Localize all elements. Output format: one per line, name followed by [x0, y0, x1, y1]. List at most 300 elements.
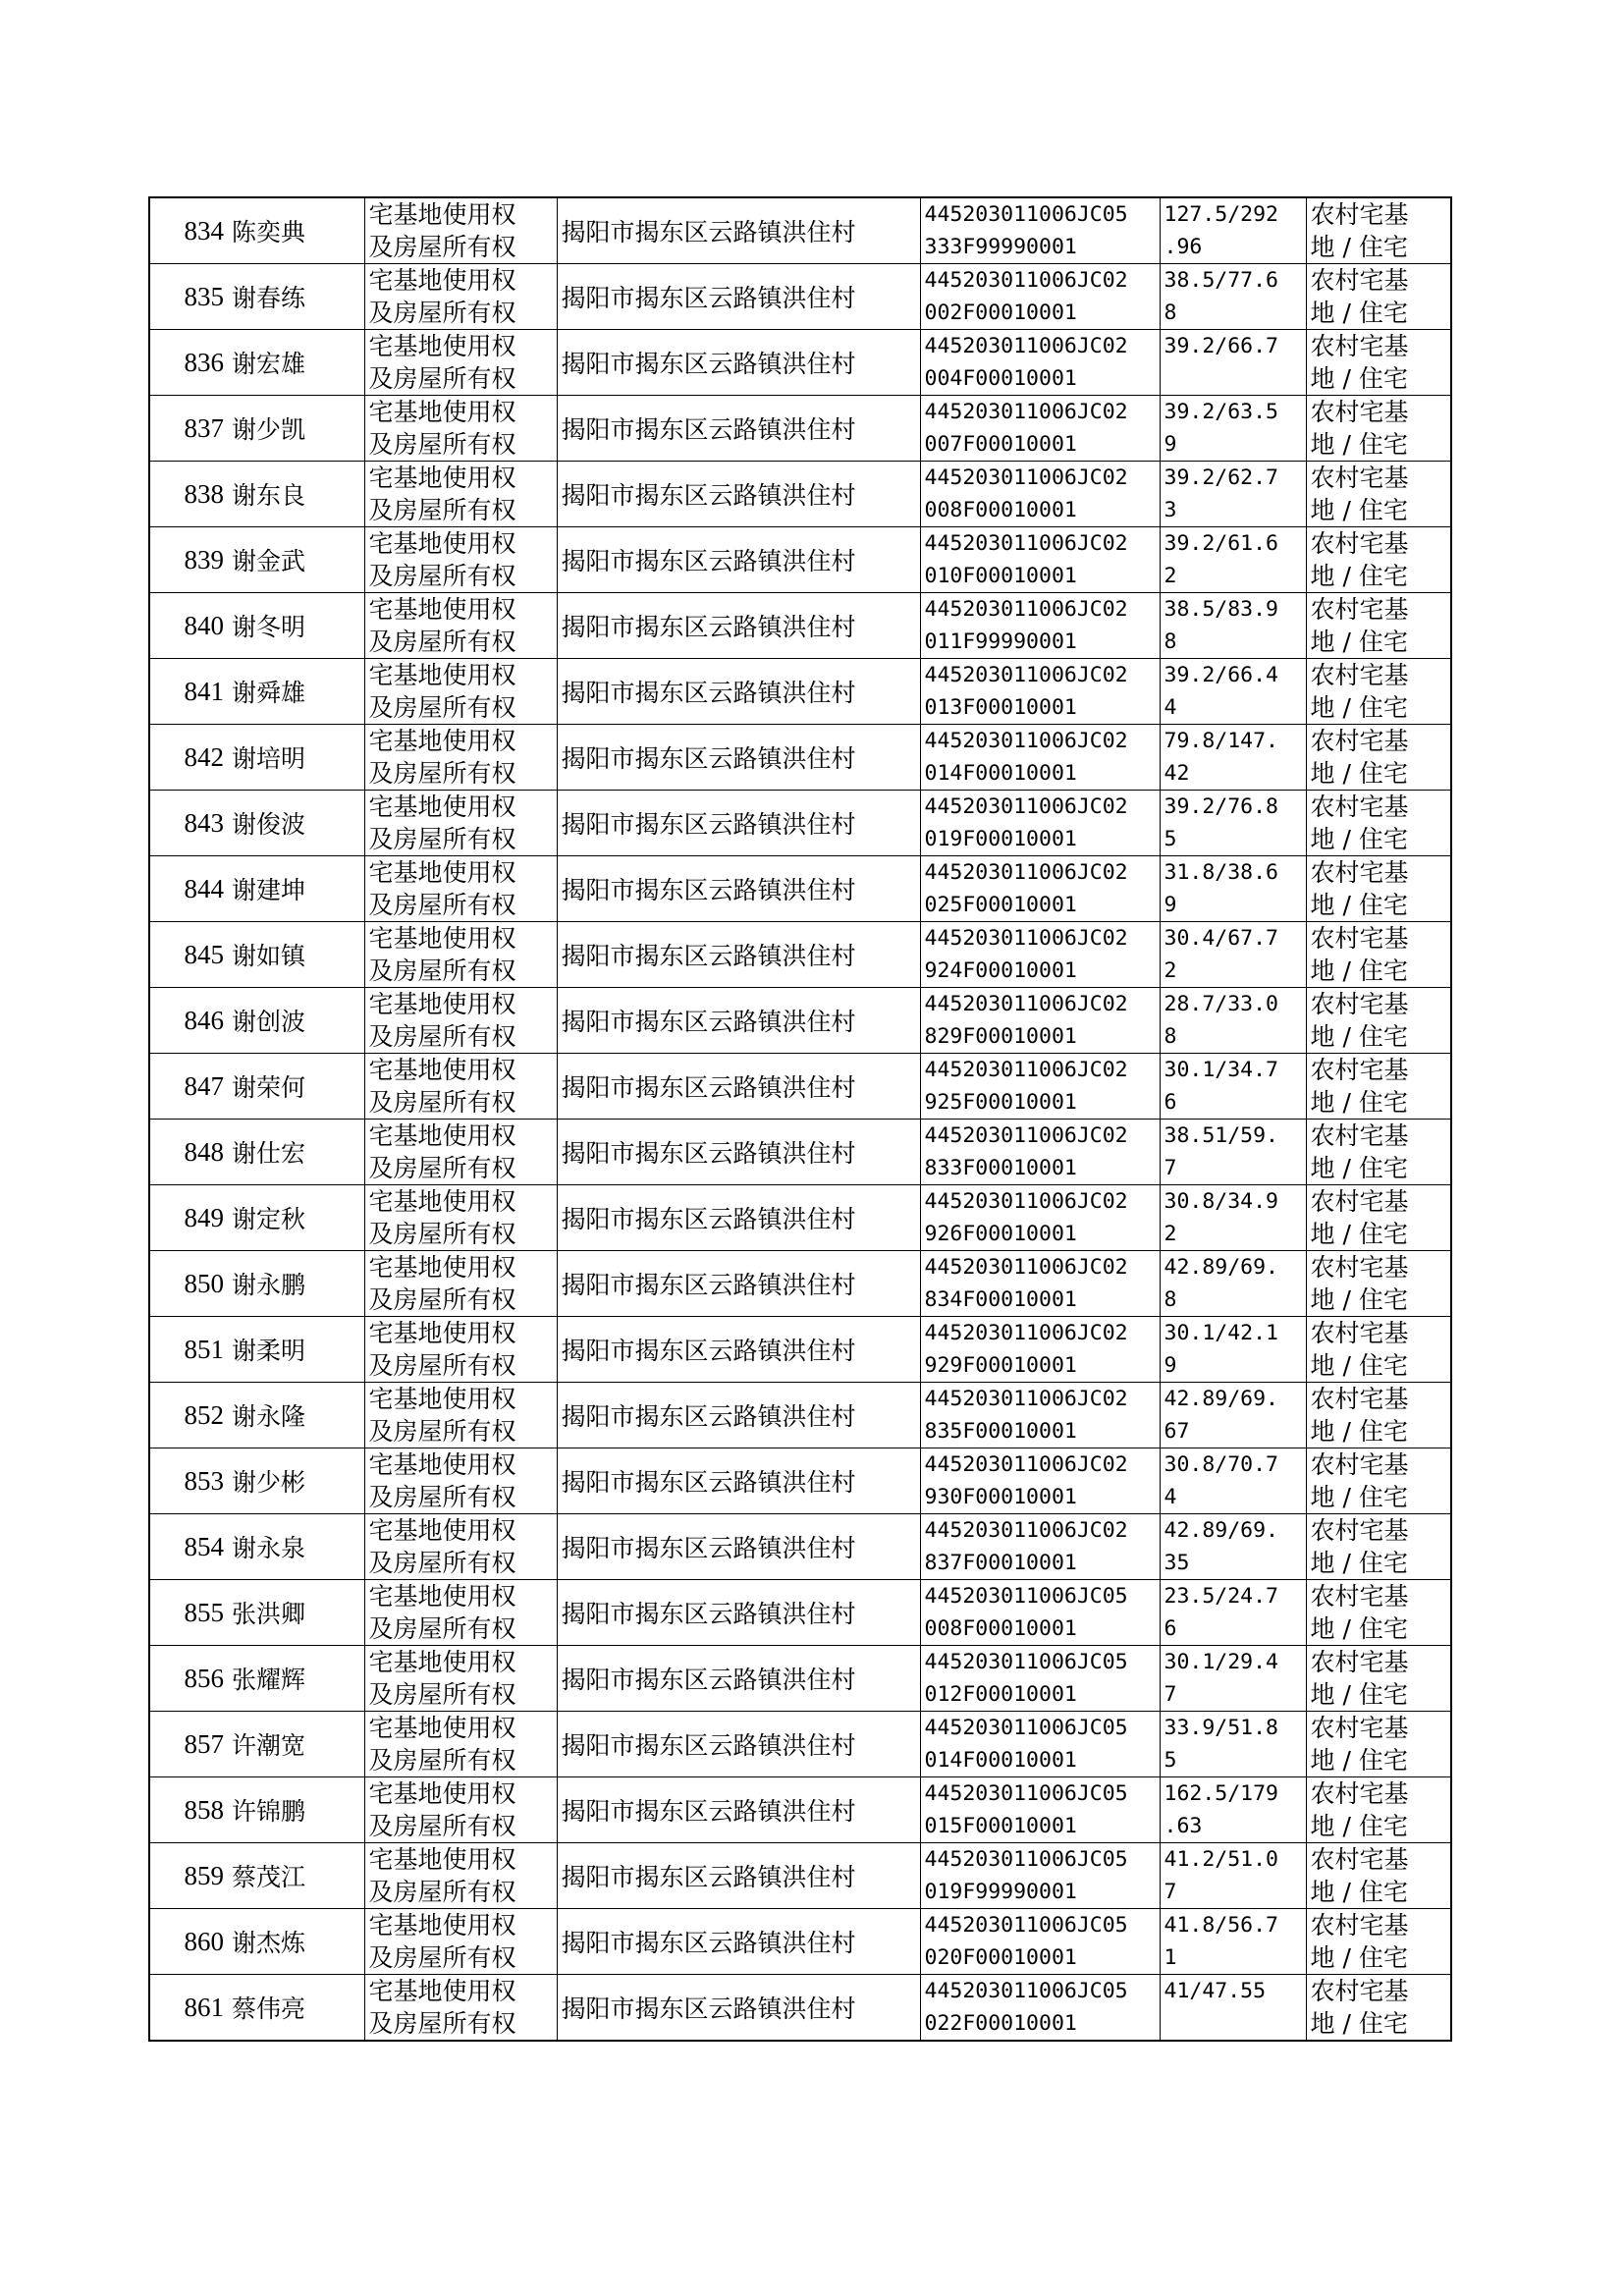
land-use-line: 地 / 住宅: [1310, 1483, 1408, 1511]
land-use-line: 农村宅基: [1310, 924, 1409, 953]
area-cell: [1160, 1909, 1306, 1975]
land-use-cell: [1306, 1909, 1451, 1975]
parcel-code-cell: [920, 1777, 1160, 1843]
owner-name-cell: 谢永泉: [228, 1514, 364, 1580]
address-cell: 揭阳市揭东区云路镇洪住村: [557, 1843, 920, 1909]
right-type-line: 及房屋所有权: [368, 299, 516, 327]
row-number-cell: 835: [149, 264, 228, 330]
area-line: 39.2/66.4: [1164, 663, 1278, 687]
area-line: 42.89/69.: [1164, 1255, 1278, 1280]
right-type-cell: [364, 593, 557, 659]
parcel-code-line: 445203011006JC02: [924, 1123, 1128, 1148]
right-type-line: 宅基地使用权: [368, 1977, 516, 2005]
land-use-line: 农村宅基: [1310, 1253, 1409, 1282]
right-type-cell: [364, 330, 557, 396]
parcel-code-line: 445203011006JC02: [924, 1387, 1128, 1411]
right-type-line: 宅基地使用权: [368, 464, 516, 492]
address-cell: 揭阳市揭东区云路镇洪住村: [557, 988, 920, 1054]
row-number-cell: 859: [149, 1843, 228, 1909]
parcel-code-cell: [920, 988, 1160, 1054]
area-cell: [1160, 1054, 1306, 1120]
land-use-cell: [1306, 725, 1451, 791]
land-use-cell: [1306, 659, 1451, 725]
area-cell: [1160, 593, 1306, 659]
row-number-cell: 845: [149, 922, 228, 988]
parcel-code-line: 007F00010001: [924, 432, 1077, 457]
parcel-code-line: 829F00010001: [924, 1024, 1077, 1049]
area-line: 31.8/38.6: [1164, 860, 1278, 885]
right-type-line: 宅基地使用权: [368, 1056, 516, 1084]
area-line: 41.8/56.7: [1164, 1913, 1278, 1938]
owner-name-cell: 许潮宽: [228, 1712, 364, 1777]
land-use-cell: [1306, 988, 1451, 1054]
land-use-cell: [1306, 1054, 1451, 1120]
row-number-cell: 834: [149, 197, 228, 264]
area-line: 41/47.55: [1164, 1979, 1267, 2003]
table-row: [149, 330, 1451, 396]
land-use-cell: [1306, 1448, 1451, 1514]
right-type-cell: [364, 1712, 557, 1777]
right-type-line: 宅基地使用权: [368, 1121, 516, 1150]
right-type-line: 宅基地使用权: [368, 1450, 516, 1479]
area-line: 127.5/292: [1164, 202, 1278, 227]
row-number-cell: 844: [149, 856, 228, 922]
row-number-cell: 846: [149, 988, 228, 1054]
row-number-cell: 848: [149, 1120, 228, 1185]
right-type-cell: [364, 197, 557, 264]
land-use-cell: [1306, 593, 1451, 659]
parcel-code-cell: [920, 856, 1160, 922]
parcel-code-line: 445203011006JC05: [924, 1847, 1128, 1872]
area-line: .63: [1164, 1814, 1203, 1838]
parcel-code-line: 012F00010001: [924, 1682, 1077, 1707]
address-cell: 揭阳市揭东区云路镇洪住村: [557, 1975, 920, 2042]
land-use-line: 地 / 住宅: [1310, 759, 1408, 788]
right-type-cell: [364, 1317, 557, 1383]
right-type-line: 宅基地使用权: [368, 332, 516, 360]
table-row: [149, 1185, 1451, 1251]
area-cell: [1160, 1514, 1306, 1580]
right-type-line: 及房屋所有权: [368, 1088, 516, 1117]
right-type-cell: [364, 856, 557, 922]
parcel-code-cell: [920, 1514, 1160, 1580]
parcel-code-line: 445203011006JC02: [924, 729, 1128, 753]
address-cell: 揭阳市揭东区云路镇洪住村: [557, 791, 920, 856]
land-use-cell: [1306, 1777, 1451, 1843]
land-use-cell: [1306, 1383, 1451, 1448]
owner-name-cell: 蔡茂江: [228, 1843, 364, 1909]
address-cell: 揭阳市揭东区云路镇洪住村: [557, 197, 920, 264]
parcel-code-line: 445203011006JC05: [924, 1913, 1128, 1938]
area-line: 38.5/77.6: [1164, 268, 1278, 293]
area-line: 30.8/34.9: [1164, 1189, 1278, 1214]
area-cell: [1160, 1580, 1306, 1646]
land-use-line: 农村宅基: [1310, 200, 1409, 229]
table-row: [149, 527, 1451, 593]
land-use-cell: [1306, 1646, 1451, 1712]
land-use-line: 农村宅基: [1310, 398, 1409, 426]
land-use-line: 地 / 住宅: [1310, 1812, 1408, 1840]
parcel-code-line: 019F00010001: [924, 827, 1077, 851]
right-type-line: 及房屋所有权: [368, 1614, 516, 1643]
land-use-line: 地 / 住宅: [1310, 364, 1408, 393]
land-use-line: 农村宅基: [1310, 1779, 1409, 1808]
right-type-line: 宅基地使用权: [368, 1648, 516, 1676]
right-type-cell: [364, 1383, 557, 1448]
address-cell: 揭阳市揭东区云路镇洪住村: [557, 1383, 920, 1448]
land-use-cell: [1306, 197, 1451, 264]
parcel-code-line: 445203011006JC02: [924, 794, 1128, 819]
right-type-line: 及房屋所有权: [368, 1680, 516, 1709]
parcel-code-line: 445203011006JC05: [924, 1781, 1128, 1806]
table-row: [149, 1514, 1451, 1580]
area-line: 8: [1164, 301, 1177, 325]
area-line: 79.8/147.: [1164, 729, 1278, 753]
area-line: 1: [1164, 1945, 1177, 1970]
right-type-line: 宅基地使用权: [368, 1385, 516, 1413]
area-cell: [1160, 264, 1306, 330]
row-number-cell: 851: [149, 1317, 228, 1383]
area-cell: [1160, 462, 1306, 527]
land-use-line: 地 / 住宅: [1310, 1943, 1408, 1972]
row-number-cell: 843: [149, 791, 228, 856]
table-row: [149, 922, 1451, 988]
right-type-cell: [364, 1514, 557, 1580]
right-type-line: 及房屋所有权: [368, 956, 516, 985]
parcel-code-line: 445203011006JC05: [924, 202, 1128, 227]
address-cell: 揭阳市揭东区云路镇洪住村: [557, 1909, 920, 1975]
land-use-line: 农村宅基: [1310, 464, 1409, 492]
owner-name-cell: 谢杰炼: [228, 1909, 364, 1975]
right-type-line: 及房屋所有权: [368, 825, 516, 853]
address-cell: 揭阳市揭东区云路镇洪住村: [557, 1317, 920, 1383]
address-cell: 揭阳市揭东区云路镇洪住村: [557, 856, 920, 922]
table-row: [149, 1909, 1451, 1975]
land-use-line: 地 / 住宅: [1310, 1285, 1408, 1314]
parcel-code-line: 445203011006JC02: [924, 1321, 1128, 1345]
table-row: [149, 1317, 1451, 1383]
land-use-cell: [1306, 330, 1451, 396]
owner-name-cell: 谢春练: [228, 264, 364, 330]
parcel-code-cell: [920, 593, 1160, 659]
area-cell: [1160, 197, 1306, 264]
land-use-line: 农村宅基: [1310, 1516, 1409, 1545]
right-type-line: 及房屋所有权: [368, 1351, 516, 1380]
table-row: [149, 1975, 1451, 2042]
owner-name-cell: 谢金武: [228, 527, 364, 593]
area-line: 7: [1164, 1682, 1177, 1707]
right-type-cell: [364, 1185, 557, 1251]
land-use-line: 农村宅基: [1310, 1977, 1409, 2005]
table-row: [149, 1251, 1451, 1317]
address-cell: 揭阳市揭东区云路镇洪住村: [557, 1054, 920, 1120]
area-line: 38.51/59.: [1164, 1123, 1278, 1148]
right-type-line: 及房屋所有权: [368, 693, 516, 722]
owner-name-cell: 谢培明: [228, 725, 364, 791]
land-use-line: 地 / 住宅: [1310, 825, 1408, 853]
address-cell: 揭阳市揭东区云路镇洪住村: [557, 725, 920, 791]
table-row: [149, 462, 1451, 527]
area-cell: [1160, 1448, 1306, 1514]
area-line: 7: [1164, 1880, 1177, 1904]
parcel-code-cell: [920, 1580, 1160, 1646]
parcel-code-cell: [920, 791, 1160, 856]
parcel-code-line: 834F00010001: [924, 1287, 1077, 1312]
table-row: [149, 791, 1451, 856]
right-type-line: 及房屋所有权: [368, 1022, 516, 1051]
parcel-code-cell: [920, 1185, 1160, 1251]
table-row: [149, 1054, 1451, 1120]
area-cell: [1160, 1712, 1306, 1777]
area-cell: [1160, 396, 1306, 462]
parcel-code-line: 445203011006JC02: [924, 1189, 1128, 1214]
parcel-code-line: 445203011006JC05: [924, 1584, 1128, 1609]
area-line: 67: [1164, 1419, 1190, 1444]
row-number-cell: 838: [149, 462, 228, 527]
owner-name-cell: 谢冬明: [228, 593, 364, 659]
right-type-line: 宅基地使用权: [368, 1714, 516, 1742]
land-use-line: 农村宅基: [1310, 661, 1409, 689]
area-line: 38.5/83.9: [1164, 597, 1278, 622]
parcel-code-cell: [920, 725, 1160, 791]
right-type-line: 宅基地使用权: [368, 1516, 516, 1545]
address-cell: 揭阳市揭东区云路镇洪住村: [557, 527, 920, 593]
land-use-line: 地 / 住宅: [1310, 693, 1408, 722]
parcel-code-cell: [920, 462, 1160, 527]
parcel-code-cell: [920, 330, 1160, 396]
parcel-code-line: 445203011006JC02: [924, 1452, 1128, 1477]
parcel-code-line: 445203011006JC02: [924, 400, 1128, 424]
parcel-code-cell: [920, 1843, 1160, 1909]
parcel-code-cell: [920, 396, 1160, 462]
row-number-cell: 836: [149, 330, 228, 396]
area-line: 6: [1164, 1616, 1177, 1641]
right-type-line: 宅基地使用权: [368, 1911, 516, 1940]
land-use-line: 地 / 住宅: [1310, 1022, 1408, 1051]
owner-name-cell: 蔡伟亮: [228, 1975, 364, 2042]
area-cell: [1160, 1777, 1306, 1843]
area-cell: [1160, 791, 1306, 856]
land-use-cell: [1306, 1843, 1451, 1909]
land-use-line: 农村宅基: [1310, 1582, 1409, 1611]
owner-name-cell: 张耀辉: [228, 1646, 364, 1712]
land-use-line: 地 / 住宅: [1310, 1549, 1408, 1577]
address-cell: 揭阳市揭东区云路镇洪住村: [557, 593, 920, 659]
parcel-code-line: 445203011006JC02: [924, 597, 1128, 622]
land-use-line: 地 / 住宅: [1310, 496, 1408, 524]
parcel-code-cell: [920, 1120, 1160, 1185]
table-row: [149, 264, 1451, 330]
land-use-line: 农村宅基: [1310, 595, 1409, 624]
parcel-code-line: 013F00010001: [924, 695, 1077, 720]
right-type-line: 宅基地使用权: [368, 1845, 516, 1874]
area-line: 8: [1164, 1287, 1177, 1312]
right-type-line: 及房屋所有权: [368, 562, 516, 590]
row-number-cell: 849: [149, 1185, 228, 1251]
row-number-cell: 858: [149, 1777, 228, 1843]
right-type-line: 及房屋所有权: [368, 1878, 516, 1906]
area-cell: [1160, 1120, 1306, 1185]
row-number-cell: 861: [149, 1975, 228, 2042]
row-number-cell: 852: [149, 1383, 228, 1448]
right-type-cell: [364, 264, 557, 330]
row-number-cell: 853: [149, 1448, 228, 1514]
parcel-code-cell: [920, 264, 1160, 330]
right-type-cell: [364, 1843, 557, 1909]
table-row: [149, 593, 1451, 659]
parcel-code-line: 014F00010001: [924, 761, 1077, 786]
owner-name-cell: 谢荣何: [228, 1054, 364, 1120]
right-type-line: 及房屋所有权: [368, 1483, 516, 1511]
right-type-cell: [364, 1448, 557, 1514]
owner-name-cell: 谢定秋: [228, 1185, 364, 1251]
right-type-line: 及房屋所有权: [368, 759, 516, 788]
parcel-code-cell: [920, 659, 1160, 725]
land-use-cell: [1306, 922, 1451, 988]
parcel-code-line: 014F00010001: [924, 1748, 1077, 1773]
land-use-cell: [1306, 396, 1451, 462]
land-use-cell: [1306, 1712, 1451, 1777]
parcel-code-line: 445203011006JC02: [924, 1255, 1128, 1280]
land-use-line: 农村宅基: [1310, 1714, 1409, 1742]
area-line: 2: [1164, 564, 1177, 588]
address-cell: 揭阳市揭东区云路镇洪住村: [557, 1580, 920, 1646]
area-line: 4: [1164, 695, 1177, 720]
owner-name-cell: 谢舜雄: [228, 659, 364, 725]
area-line: 30.4/67.7: [1164, 926, 1278, 951]
right-type-line: 宅基地使用权: [368, 661, 516, 689]
land-use-line: 地 / 住宅: [1310, 1614, 1408, 1643]
row-number-cell: 857: [149, 1712, 228, 1777]
table-row: [149, 1580, 1451, 1646]
right-type-line: 及房屋所有权: [368, 891, 516, 919]
parcel-code-line: 926F00010001: [924, 1222, 1077, 1246]
area-line: 30.1/34.7: [1164, 1058, 1278, 1082]
right-type-line: 宅基地使用权: [368, 924, 516, 953]
right-type-line: 及房屋所有权: [368, 1154, 516, 1182]
parcel-code-line: 015F00010001: [924, 1814, 1077, 1838]
parcel-code-line: 445203011006JC05: [924, 1650, 1128, 1674]
land-use-line: 地 / 住宅: [1310, 1351, 1408, 1380]
table-row: [149, 1120, 1451, 1185]
table-row: [149, 1448, 1451, 1514]
owner-name-cell: 谢少彬: [228, 1448, 364, 1514]
area-line: 33.9/51.8: [1164, 1716, 1278, 1740]
right-type-cell: [364, 1975, 557, 2042]
property-rights-table: [148, 196, 1452, 2042]
parcel-code-cell: [920, 1448, 1160, 1514]
area-line: 30.1/29.4: [1164, 1650, 1278, 1674]
address-cell: 揭阳市揭东区云路镇洪住村: [557, 1777, 920, 1843]
area-line: 23.5/24.7: [1164, 1584, 1278, 1609]
table-row: [149, 988, 1451, 1054]
right-type-line: 宅基地使用权: [368, 1582, 516, 1611]
right-type-cell: [364, 527, 557, 593]
area-line: 7: [1164, 1156, 1177, 1180]
parcel-code-line: 333F99990001: [924, 235, 1077, 259]
table-row: [149, 1712, 1451, 1777]
table-row: [149, 197, 1451, 264]
parcel-code-line: 445203011006JC02: [924, 531, 1128, 556]
table-row: [149, 725, 1451, 791]
owner-name-cell: 谢创波: [228, 988, 364, 1054]
table-row: [149, 1777, 1451, 1843]
row-number-cell: 856: [149, 1646, 228, 1712]
table-row: [149, 1843, 1451, 1909]
land-use-line: 农村宅基: [1310, 1121, 1409, 1150]
right-type-line: 宅基地使用权: [368, 529, 516, 558]
area-line: 42.89/69.: [1164, 1387, 1278, 1411]
area-cell: [1160, 659, 1306, 725]
parcel-code-line: 019F99990001: [924, 1880, 1077, 1904]
area-cell: [1160, 988, 1306, 1054]
parcel-code-cell: [920, 1383, 1160, 1448]
area-cell: [1160, 922, 1306, 988]
owner-name-cell: 谢永隆: [228, 1383, 364, 1448]
parcel-code-line: 833F00010001: [924, 1156, 1077, 1180]
row-number-cell: 842: [149, 725, 228, 791]
parcel-code-line: 930F00010001: [924, 1485, 1077, 1509]
parcel-code-cell: [920, 1975, 1160, 2042]
right-type-line: 宅基地使用权: [368, 266, 516, 295]
parcel-code-line: 835F00010001: [924, 1419, 1077, 1444]
parcel-code-line: 925F00010001: [924, 1090, 1077, 1115]
owner-name-cell: 谢东良: [228, 462, 364, 527]
land-use-line: 农村宅基: [1310, 1911, 1409, 1940]
parcel-code-line: 011F99990001: [924, 629, 1077, 654]
row-number-cell: 840: [149, 593, 228, 659]
area-line: 4: [1164, 1485, 1177, 1509]
land-use-line: 农村宅基: [1310, 990, 1409, 1018]
area-line: 39.2/76.8: [1164, 794, 1278, 819]
land-use-line: 地 / 住宅: [1310, 1417, 1408, 1446]
owner-name-cell: 谢永鹏: [228, 1251, 364, 1317]
parcel-code-line: 445203011006JC02: [924, 465, 1128, 490]
area-line: 35: [1164, 1551, 1190, 1575]
right-type-line: 宅基地使用权: [368, 792, 516, 821]
table-row: [149, 856, 1451, 922]
parcel-code-cell: [920, 197, 1160, 264]
parcel-code-line: 022F00010001: [924, 2011, 1077, 2036]
land-use-line: 农村宅基: [1310, 332, 1409, 360]
right-type-line: 宅基地使用权: [368, 990, 516, 1018]
row-number-cell: 847: [149, 1054, 228, 1120]
table-row: [149, 396, 1451, 462]
land-use-cell: [1306, 1251, 1451, 1317]
land-use-cell: [1306, 462, 1451, 527]
right-type-line: 及房屋所有权: [368, 1746, 516, 1775]
land-use-cell: [1306, 1514, 1451, 1580]
area-line: 2: [1164, 1222, 1177, 1246]
address-cell: 揭阳市揭东区云路镇洪住村: [557, 1646, 920, 1712]
right-type-line: 及房屋所有权: [368, 1220, 516, 1248]
land-use-line: 农村宅基: [1310, 858, 1409, 887]
area-line: .96: [1164, 235, 1203, 259]
land-use-line: 农村宅基: [1310, 1056, 1409, 1084]
area-cell: [1160, 1251, 1306, 1317]
land-use-line: 农村宅基: [1310, 266, 1409, 295]
area-line: 39.2/63.5: [1164, 400, 1278, 424]
right-type-cell: [364, 1580, 557, 1646]
right-type-cell: [364, 1646, 557, 1712]
parcel-code-cell: [920, 1712, 1160, 1777]
land-use-line: 农村宅基: [1310, 792, 1409, 821]
parcel-code-cell: [920, 922, 1160, 988]
right-type-line: 宅基地使用权: [368, 200, 516, 229]
right-type-line: 及房屋所有权: [368, 233, 516, 261]
land-use-cell: [1306, 1580, 1451, 1646]
area-line: 3: [1164, 498, 1177, 522]
